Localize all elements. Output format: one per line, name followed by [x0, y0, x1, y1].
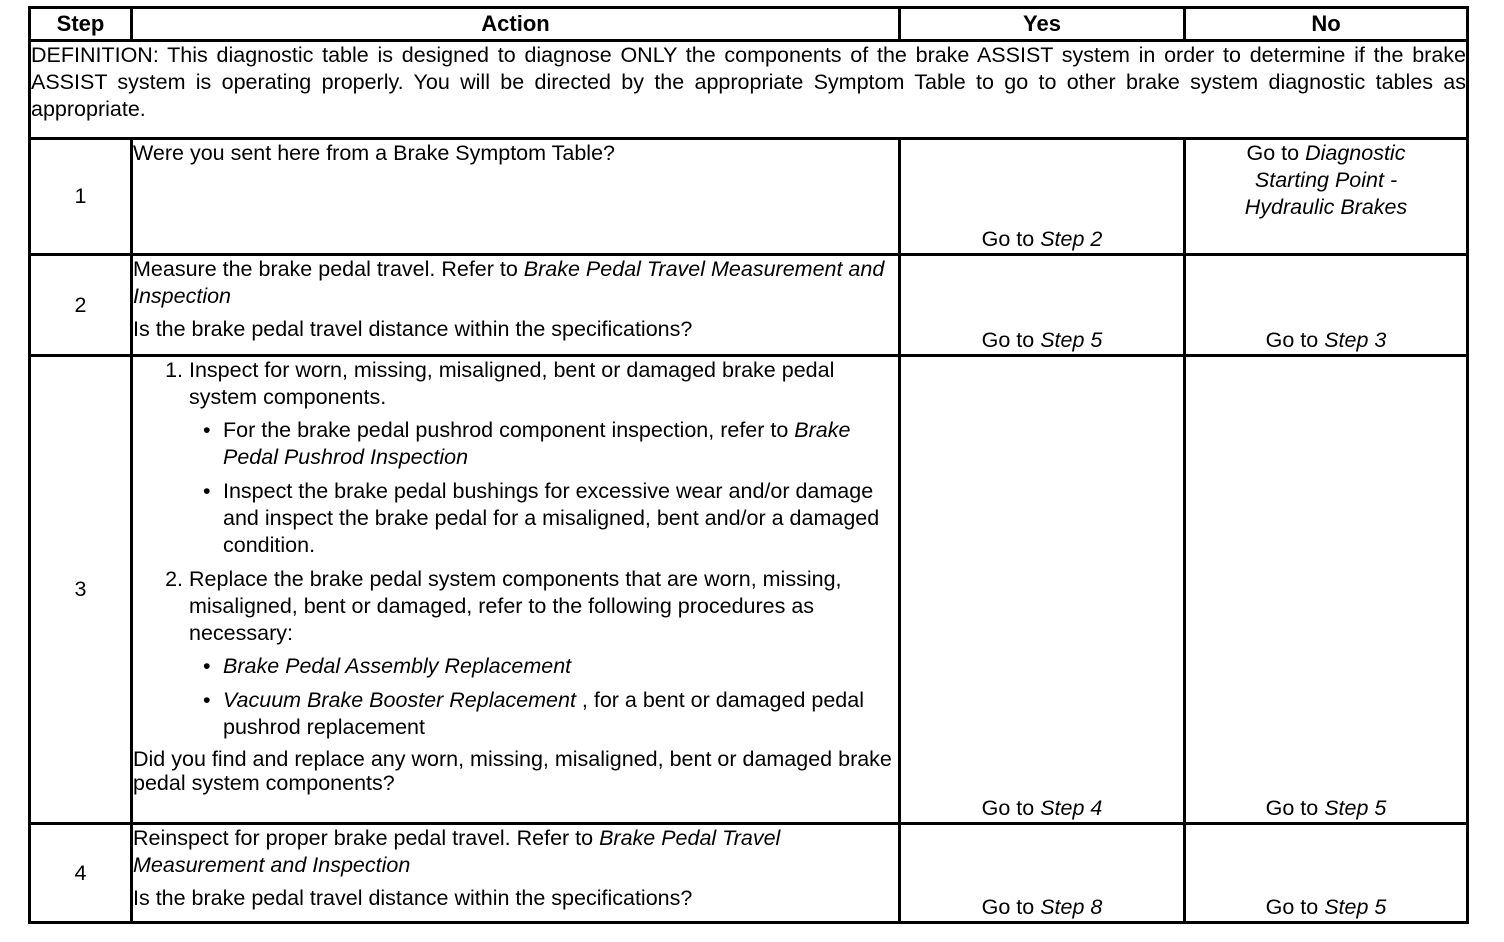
- procedure-ref[interactable]: Brake Pedal Travel Measurement and Inspection: [133, 257, 885, 309]
- step-text: Measure the brake pedal travel. Refer to: [133, 257, 524, 282]
- no-link[interactable]: Step 3: [1324, 327, 1387, 352]
- procedure-ref[interactable]: Brake Pedal Pushrod Inspection: [223, 417, 851, 469]
- list-item: [189, 566, 898, 741]
- definition-text: DEFINITION: This diagnostic table is designed to diagnose ONLY the components of the brake ASSIST system in order to determine if the brake ASSIST system is operating properly. You will be directed by the appropriate Symptom Table to go to other brake system diagnostic tables as appropriate.: [30, 41, 1468, 139]
- item-text: Replace the brake pedal system components that are worn, missing, misaligned, bent or damaged, refer to the following procedures as necessary:: [189, 566, 842, 645]
- no-prefix: Go to: [1265, 895, 1325, 919]
- yes-link[interactable]: Step 5: [1040, 327, 1103, 352]
- action-cell: [132, 138, 900, 255]
- yes-link[interactable]: Step 8: [1040, 895, 1103, 919]
- yes-link[interactable]: Step 4: [1040, 796, 1103, 821]
- header-yes: Yes: [900, 8, 1185, 41]
- yes-cell[interactable]: [900, 355, 1185, 824]
- bullet-item: [223, 478, 898, 559]
- procedure-ref[interactable]: Vacuum Brake Booster Replacement: [223, 687, 576, 712]
- procedure-ref[interactable]: Brake Pedal Travel Measurement and Inspection: [133, 826, 781, 878]
- item-text: Inspect for worn, missing, misaligned, bent or damaged brake pedal system components.: [189, 357, 835, 409]
- yes-cell[interactable]: [900, 255, 1185, 356]
- header-row: [30, 8, 1468, 41]
- definition-row: [30, 41, 1468, 139]
- no-link[interactable]: Step 5: [1324, 895, 1387, 919]
- step-question: Is the brake pedal travel distance within the specifications?: [133, 886, 693, 911]
- bullet-item: [223, 687, 898, 741]
- step-question: Did you find and replace any worn, missing, misaligned, bent or damaged brake pedal system components?: [133, 746, 892, 795]
- no-cell[interactable]: [1185, 255, 1468, 356]
- yes-link[interactable]: Step 2: [1040, 227, 1103, 252]
- procedure-list: [133, 357, 898, 741]
- header-action: Action: [132, 8, 900, 41]
- bullet-list: [189, 653, 898, 741]
- bullet-text: , for a bent or damaged pedal pushrod replacement: [223, 687, 864, 739]
- step-number: 1: [30, 138, 132, 255]
- action-cell: [132, 355, 900, 824]
- no-prefix: Go to: [1246, 140, 1306, 165]
- no-cell[interactable]: [1185, 355, 1468, 824]
- yes-cell[interactable]: [900, 824, 1185, 923]
- header-no: No: [1185, 8, 1468, 41]
- bullet-item: [223, 653, 898, 680]
- step-number: 2: [30, 255, 132, 356]
- step-number: 3: [30, 355, 132, 824]
- bullet-item: [223, 417, 898, 471]
- step-number: 4: [30, 824, 132, 923]
- action-cell: [132, 255, 900, 356]
- no-prefix: Go to: [1265, 796, 1325, 821]
- yes-cell[interactable]: [900, 138, 1185, 255]
- diagnostic-table: [28, 6, 1469, 924]
- no-cell[interactable]: [1185, 138, 1468, 255]
- bullet-list: [189, 417, 898, 559]
- no-link[interactable]: Diagnostic Starting Point - Hydraulic Brakes: [1244, 140, 1408, 219]
- yes-prefix: Go to: [981, 327, 1041, 352]
- yes-prefix: Go to: [981, 796, 1041, 821]
- bullet-text: For the brake pedal pushrod component inspection, refer to: [223, 417, 795, 442]
- no-cell[interactable]: [1185, 824, 1468, 923]
- table-row: [30, 824, 1468, 923]
- header-step: Step: [30, 8, 132, 41]
- action-cell: [132, 824, 900, 923]
- step-question: Is the brake pedal travel distance within the specifications?: [133, 317, 693, 342]
- procedure-ref[interactable]: Brake Pedal Assembly Replacement: [223, 653, 572, 678]
- no-link[interactable]: Step 5: [1324, 796, 1387, 821]
- step-question: Were you sent here from a Brake Symptom Table?: [133, 140, 615, 165]
- yes-prefix: Go to: [981, 227, 1041, 252]
- table-row: [30, 138, 1468, 255]
- bullet-text: Inspect the brake pedal bushings for excessive wear and/or damage and inspect the brake pedal for a misaligned, bent and/or a damaged condition.: [223, 478, 880, 557]
- table-row: [30, 355, 1468, 824]
- step-text: Reinspect for proper brake pedal travel. Refer to: [133, 826, 600, 851]
- table-row: [30, 255, 1468, 356]
- list-item: [189, 357, 898, 559]
- yes-prefix: Go to: [981, 895, 1041, 919]
- no-prefix: Go to: [1265, 327, 1325, 352]
